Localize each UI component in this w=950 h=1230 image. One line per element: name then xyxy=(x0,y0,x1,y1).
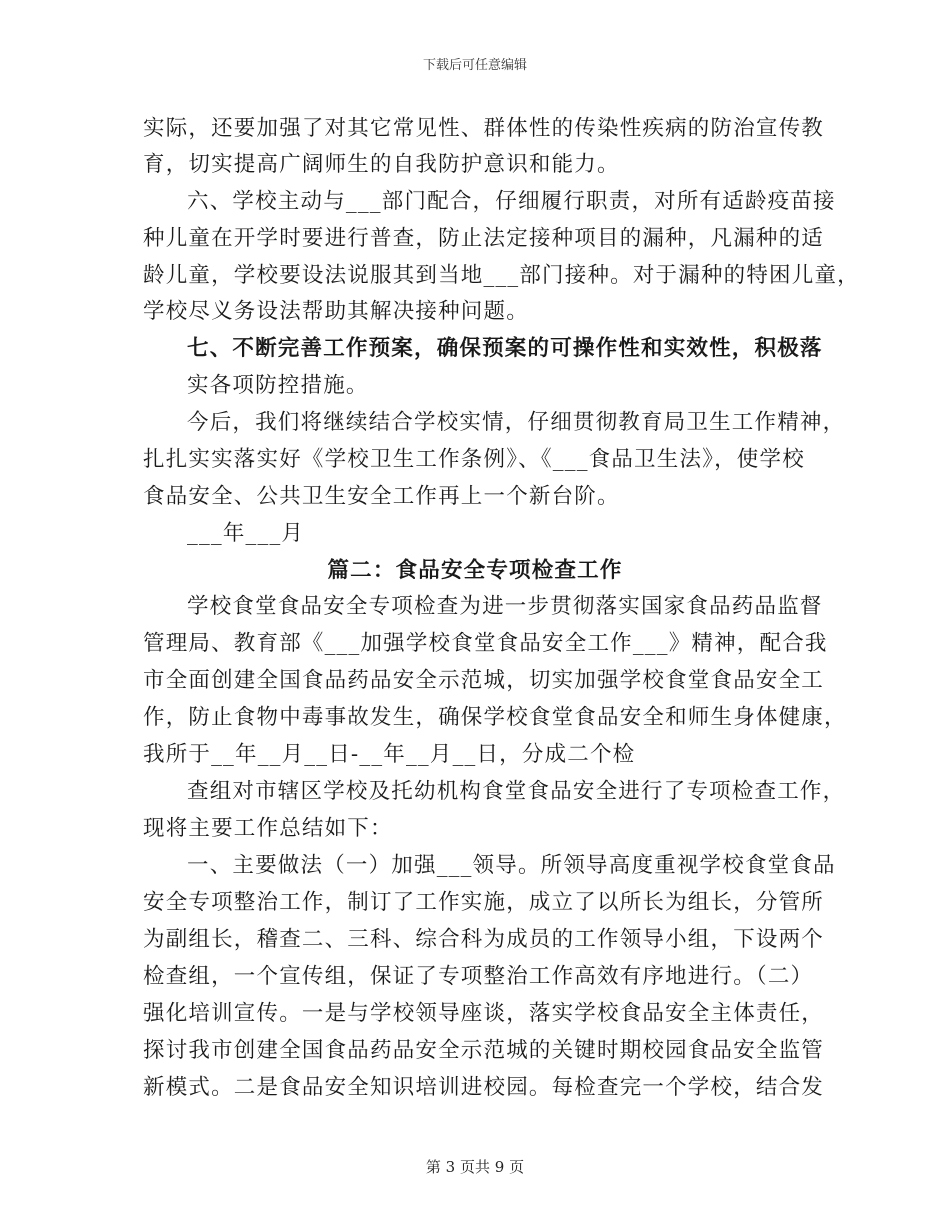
body-line: 为副组长，稽查二、三科、综合科为成员的工作领导小组，下设两个 xyxy=(143,927,825,952)
body-line: 查组对市辖区学校及托幼机构食堂食品安全进行了专项检查工作， xyxy=(187,779,846,804)
body-line: 我所于__年__月__日-__年__月__日，分成二个检 xyxy=(143,742,636,767)
body-line: 食品安全、公共卫生安全工作再上一个新台阶。 xyxy=(143,484,620,509)
body-line: 管理局、教育部《___加强学校食堂食品安全工作___》精神，配合我 xyxy=(143,631,828,656)
section-heading: 七、不断完善工作预案，确保预案的可操作性和实效性，积极落 xyxy=(187,336,823,361)
body-line: 育，切实提高广阔师生的自我防护意识和能力。 xyxy=(143,152,620,177)
body-line: 新模式。二是食品安全知识培训进校园。每检查完一个学校，结合发 xyxy=(143,1075,825,1100)
body-line: 实各项防控措施。 xyxy=(187,373,369,398)
body-line: 安全专项整治工作，制订了工作实施，成立了以所长为组长，分管所 xyxy=(143,890,825,915)
body-line: 探讨我市创建全国食品药品安全示范城的关键时期校园食品安全监管 xyxy=(143,1038,825,1063)
body-line: 扎扎实实落实好《学校卫生工作条例》、《___食品卫生法》，使学校 xyxy=(143,447,805,472)
body-line: 龄儿童，学校要设法说服其到当地___部门接种。对于漏种的特困儿童， xyxy=(143,263,860,288)
body-line: 一、主要做法（一）加强___领导。所领导高度重视学校食堂食品 xyxy=(187,853,836,878)
body-line: 实际，还要加强了对其它常见性、群体性的传染性疾病的防治宣传教 xyxy=(143,116,825,141)
page-footer: 第 3 页共 9 页 xyxy=(425,1158,525,1176)
page-header: 下载后可任意编辑 xyxy=(422,58,527,73)
body-line: 检查组，一个宣传组，保证了专项整治工作高效有序地进行。（二） xyxy=(143,964,814,989)
body-line: 作，防止食物中毒事故发生，确保学校食堂食品安全和师生身体健康， xyxy=(143,705,847,730)
date-line: ___年___月 xyxy=(187,521,305,546)
body-line: 种儿童在开学时要进行普查，防止法定接种项目的漏种，凡漏种的适 xyxy=(143,226,825,251)
body-line: 今后，我们将继续结合学校实情，仔细贯彻教育局卫生工作精神， xyxy=(187,410,846,435)
body-line: 六、学校主动与___部门配合，仔细履行职责，对所有适龄疫苗接 xyxy=(187,189,836,214)
chapter-title: 篇二：食品安全专项检查工作 xyxy=(327,558,623,583)
body-line: 强化培训宣传。一是与学校领导座谈，落实学校食品安全主体责任， xyxy=(143,1001,825,1026)
body-line: 学校食堂食品安全专项检查为进一步贯彻落实国家食品药品监督 xyxy=(187,594,823,619)
body-line: 市全面创建全国食品药品安全示范城，切实加强学校食堂食品安全工 xyxy=(143,668,825,693)
body-line: 现将主要工作总结如下： xyxy=(143,816,393,841)
body-line: 学校尽义务设法帮助其解决接种问题。 xyxy=(143,299,529,324)
